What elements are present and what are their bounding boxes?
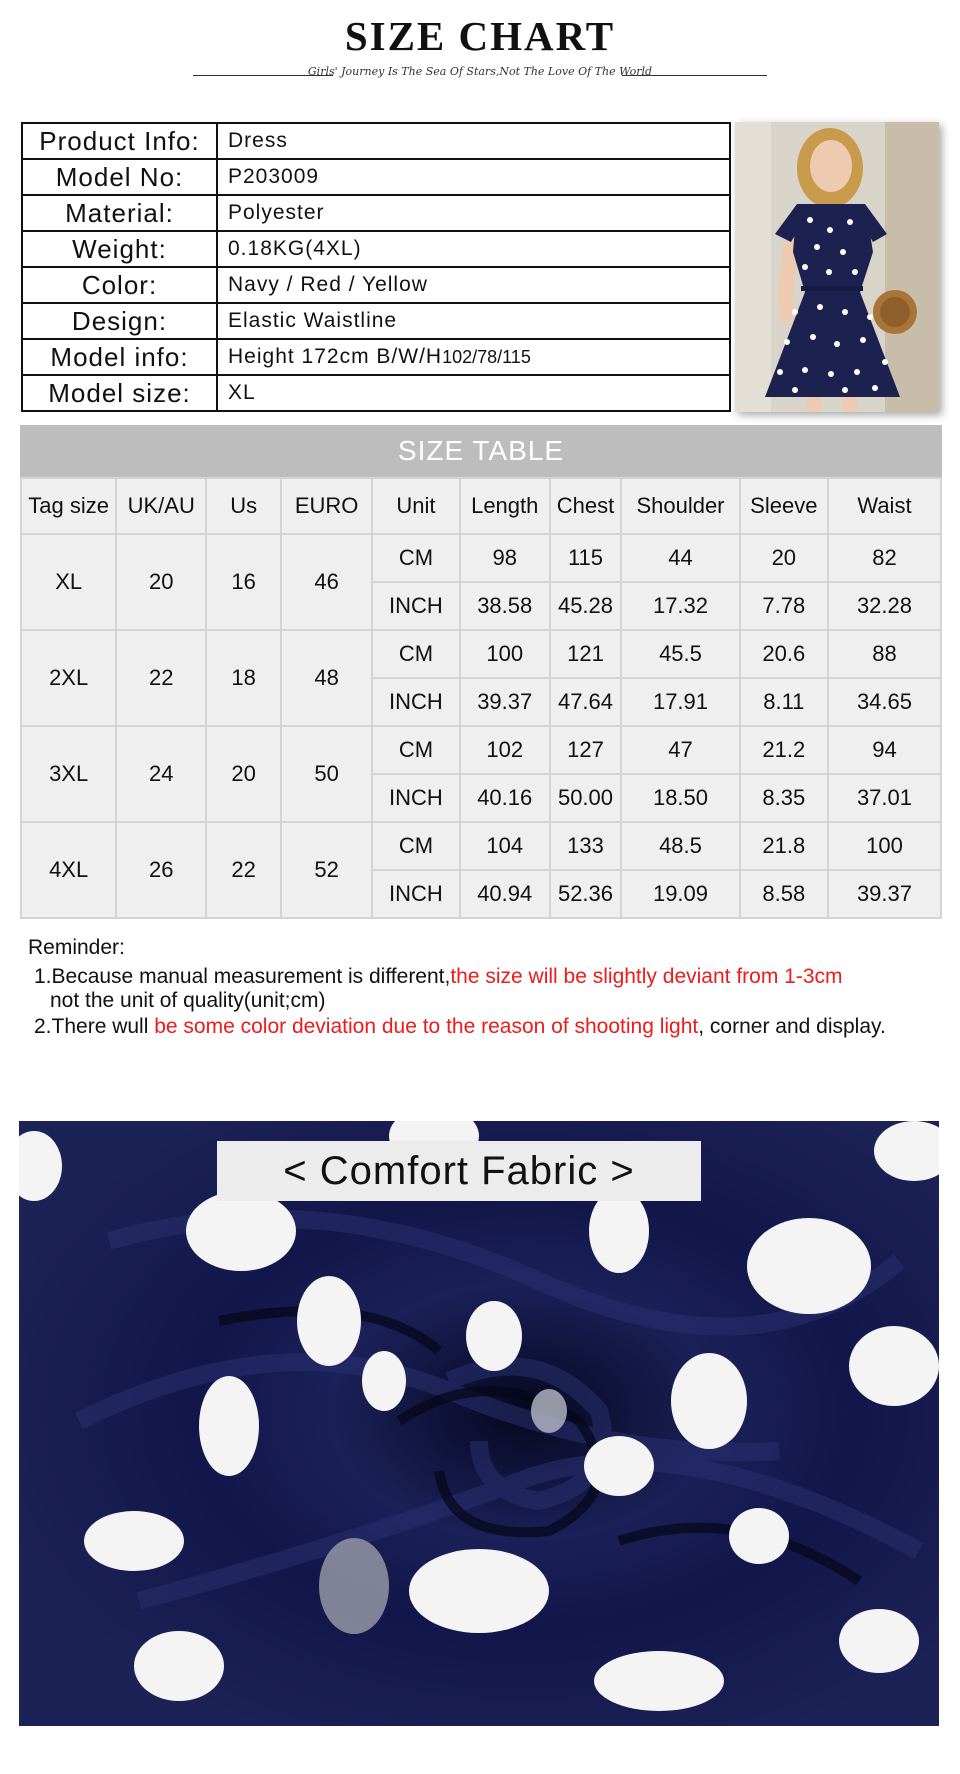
size-row-cm xyxy=(21,630,941,678)
info-label: Color: xyxy=(22,267,217,303)
measure-cell: 121 xyxy=(550,630,622,678)
info-value xyxy=(217,375,730,411)
info-value xyxy=(217,267,730,303)
info-label: Product Info: xyxy=(22,123,217,159)
info-label: Material: xyxy=(22,195,217,231)
size-cell-us: 20 xyxy=(206,726,281,822)
measure-cell: 39.37 xyxy=(828,870,941,918)
size-cell-euro: 50 xyxy=(281,726,372,822)
column-header: Us xyxy=(206,478,281,534)
info-value-text: P203009 xyxy=(228,165,320,188)
info-row xyxy=(22,123,730,159)
column-header: Chest xyxy=(550,478,622,534)
size-cell-euro: 48 xyxy=(281,630,372,726)
size-cell-uk: 24 xyxy=(116,726,206,822)
measure-cell: 52.36 xyxy=(550,870,622,918)
measure-cell: 19.09 xyxy=(621,870,739,918)
measure-cell: 8.58 xyxy=(740,870,828,918)
info-label: Weight: xyxy=(22,231,217,267)
info-value xyxy=(217,339,730,375)
measure-cell: 39.37 xyxy=(460,678,550,726)
measure-cell: 98 xyxy=(460,534,550,582)
info-row xyxy=(22,339,730,375)
info-value-text: Height 172cm B/W/H xyxy=(228,345,443,368)
reminder-line-1 xyxy=(34,965,843,989)
measure-cell: 37.01 xyxy=(828,774,941,822)
measure-cell: 8.11 xyxy=(740,678,828,726)
size-row-cm xyxy=(21,822,941,870)
info-row xyxy=(22,159,730,195)
size-row-cm xyxy=(21,534,941,582)
size-cell-tag: 4XL xyxy=(21,822,116,918)
measure-cell: 40.94 xyxy=(460,870,550,918)
reminder-line-1-text: 1.Because manual measurement is different, xyxy=(34,965,451,988)
reminder-line-2-highlight: be some color deviation due to the reason of shooting light xyxy=(154,1015,699,1038)
measure-cell: 32.28 xyxy=(828,582,941,630)
measure-cell: 102 xyxy=(460,726,550,774)
reminder-line-2-text: 2.There wull xyxy=(34,1015,155,1038)
info-value-text: Dress xyxy=(228,129,288,152)
size-cell-uk: 26 xyxy=(116,822,206,918)
measure-cell: 48.5 xyxy=(621,822,739,870)
size-cell-tag: 2XL xyxy=(21,630,116,726)
info-value xyxy=(217,231,730,267)
measure-cell: 104 xyxy=(460,822,550,870)
info-value xyxy=(217,195,730,231)
size-cell-euro: 52 xyxy=(281,822,372,918)
info-label: Design: xyxy=(22,303,217,339)
column-header: UK/AU xyxy=(116,478,206,534)
measure-cell: 44 xyxy=(621,534,739,582)
size-cell-us: 22 xyxy=(206,822,281,918)
fabric-photo xyxy=(19,1121,939,1726)
tagline: Girls' Journey Is The Sea Of Stars,Not The Love Of The World xyxy=(307,65,653,78)
measure-cell: 47.64 xyxy=(550,678,622,726)
measure-cell: 21.8 xyxy=(740,822,828,870)
model-photo xyxy=(735,122,939,412)
size-cell-tag: XL xyxy=(21,534,116,630)
measure-cell: 88 xyxy=(828,630,941,678)
measure-cell: CM xyxy=(372,630,460,678)
measure-cell: INCH xyxy=(372,582,460,630)
reminder-line-2-tail: , corner and display. xyxy=(698,1015,886,1038)
measure-cell: INCH xyxy=(372,678,460,726)
model-illustration xyxy=(735,122,939,412)
measure-cell: CM xyxy=(372,534,460,582)
measure-cell: 17.32 xyxy=(621,582,739,630)
info-value-text: Navy / Red / Yellow xyxy=(228,273,428,296)
info-value xyxy=(217,159,730,195)
measure-cell: 115 xyxy=(550,534,622,582)
measure-cell: 18.50 xyxy=(621,774,739,822)
column-header: Waist xyxy=(828,478,941,534)
product-info-table xyxy=(21,122,731,412)
reminder-line-1-highlight: the size will be slightly deviant from 1-3cm xyxy=(450,965,843,988)
page-title: SIZE CHART xyxy=(344,13,616,59)
measure-cell: 127 xyxy=(550,726,622,774)
column-header: EURO xyxy=(281,478,372,534)
info-label: Model size: xyxy=(22,375,217,411)
measure-cell: 7.78 xyxy=(740,582,828,630)
info-value-text: Polyester xyxy=(228,201,325,224)
column-header: Unit xyxy=(372,478,460,534)
measure-cell: 100 xyxy=(460,630,550,678)
reminder-line-1-cont: not the unit of quality(unit;cm) xyxy=(50,989,326,1012)
comfort-fabric-label: < Comfort Fabric > xyxy=(217,1141,701,1201)
measure-cell: 21.2 xyxy=(740,726,828,774)
size-cell-uk: 20 xyxy=(116,534,206,630)
info-value xyxy=(217,123,730,159)
size-cell-us: 18 xyxy=(206,630,281,726)
info-value-text: 0.18KG(4XL) xyxy=(228,237,362,260)
info-value-text: Elastic Waistline xyxy=(228,309,398,332)
column-header: Shoulder xyxy=(621,478,739,534)
measure-cell: 45.28 xyxy=(550,582,622,630)
info-label: Model No: xyxy=(22,159,217,195)
measure-cell: 34.65 xyxy=(828,678,941,726)
measure-cell: 17.91 xyxy=(621,678,739,726)
measure-cell: CM xyxy=(372,726,460,774)
size-cell-uk: 22 xyxy=(116,630,206,726)
measure-cell: 38.58 xyxy=(460,582,550,630)
size-table xyxy=(20,477,942,919)
info-row xyxy=(22,231,730,267)
size-cell-us: 16 xyxy=(206,534,281,630)
measure-cell: 100 xyxy=(828,822,941,870)
measure-cell: INCH xyxy=(372,870,460,918)
size-table-title: SIZE TABLE xyxy=(20,425,942,477)
measure-cell: 94 xyxy=(828,726,941,774)
measure-cell: 20 xyxy=(740,534,828,582)
measure-cell: 40.16 xyxy=(460,774,550,822)
column-header: Tag size xyxy=(21,478,116,534)
size-cell-euro: 46 xyxy=(281,534,372,630)
info-value-extra: 102/78/115 xyxy=(442,347,531,367)
measure-cell: INCH xyxy=(372,774,460,822)
fabric-illustration xyxy=(19,1121,939,1726)
measure-cell: 47 xyxy=(621,726,739,774)
reminder-title: Reminder: xyxy=(28,936,125,959)
measure-cell: 45.5 xyxy=(621,630,739,678)
reminder-line-2 xyxy=(34,1015,886,1039)
info-row xyxy=(22,267,730,303)
size-cell-tag: 3XL xyxy=(21,726,116,822)
info-row xyxy=(22,195,730,231)
size-row-cm xyxy=(21,726,941,774)
info-row xyxy=(22,303,730,339)
column-header: Length xyxy=(460,478,550,534)
measure-cell: 133 xyxy=(550,822,622,870)
info-label: Model info: xyxy=(22,339,217,375)
column-header: Sleeve xyxy=(740,478,828,534)
info-row xyxy=(22,375,730,411)
measure-cell: 20.6 xyxy=(740,630,828,678)
info-value xyxy=(217,303,730,339)
measure-cell: 8.35 xyxy=(740,774,828,822)
measure-cell: 50.00 xyxy=(550,774,622,822)
measure-cell: 82 xyxy=(828,534,941,582)
info-value-text: XL xyxy=(228,381,256,404)
measure-cell: CM xyxy=(372,822,460,870)
